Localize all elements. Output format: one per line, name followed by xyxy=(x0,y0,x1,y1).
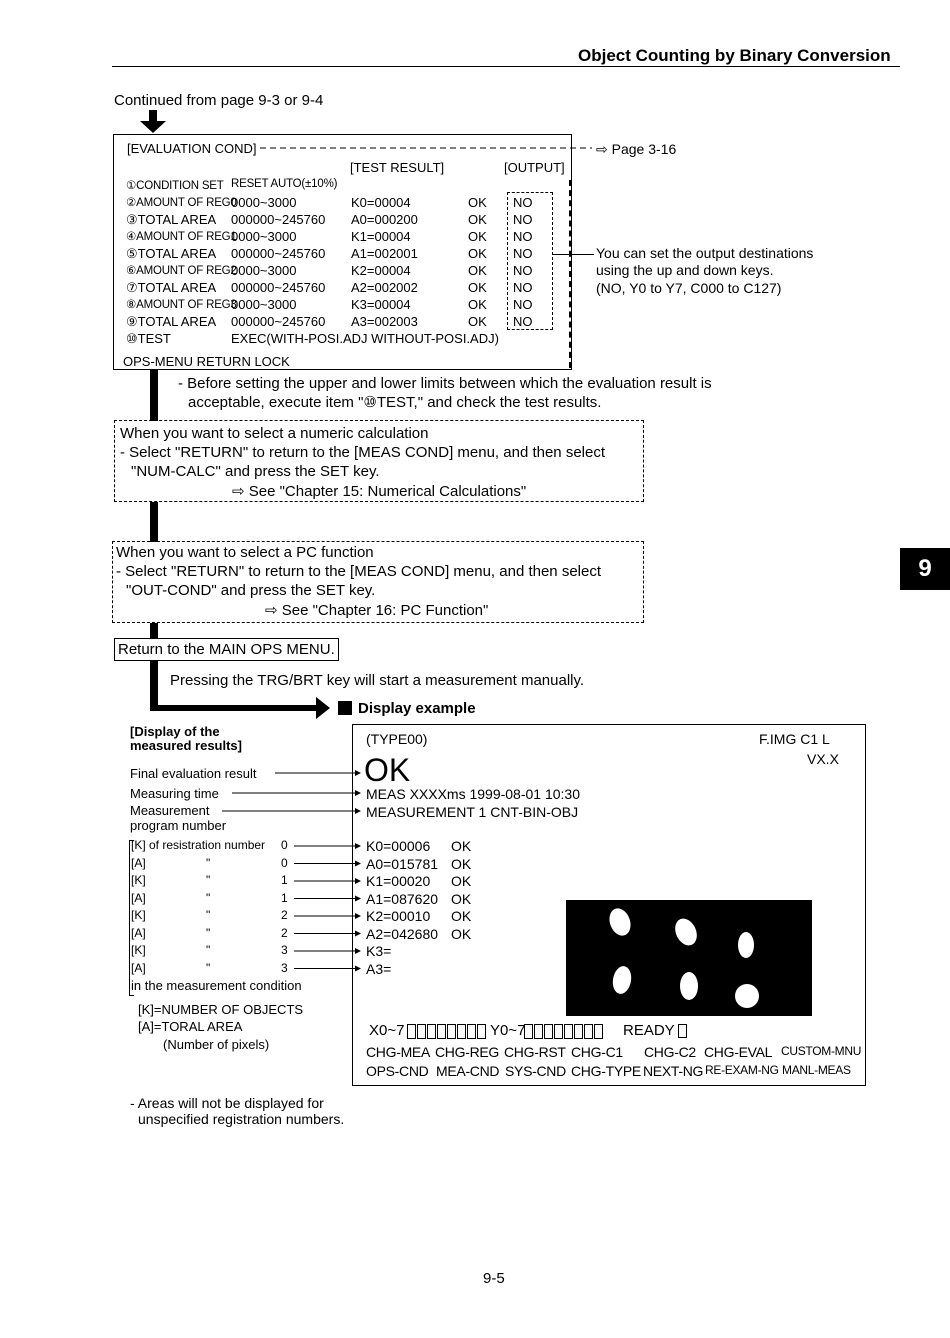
numcalc-line2: - Select "RETURN" to return to the [MEAS COND] menu, and then select xyxy=(120,444,606,461)
io-indicator xyxy=(467,1024,476,1039)
return-main-box: Return to the MAIN OPS MENU. xyxy=(114,638,339,661)
legend-reg-kind: [K] xyxy=(131,943,146,957)
numcalc-ref-text: See "Chapter 15: Numerical Calculations" xyxy=(248,483,527,500)
display-version: VX.X xyxy=(807,751,839,767)
y-label: Y0~7 xyxy=(490,1022,526,1039)
numcalc-line3: "NUM-CALC" and press the SET key. xyxy=(131,463,380,480)
eval-row-result: K0=00004 xyxy=(351,195,411,210)
eval-row-output[interactable]: NO xyxy=(513,195,533,210)
eval-row-ok: OK xyxy=(468,280,487,295)
legend-reg-kind: [K] of resistration number xyxy=(131,838,266,852)
eval-row-ok: OK xyxy=(468,229,487,244)
output-note-line2: using the up and down keys. xyxy=(596,262,774,278)
test-values: EXEC(WITH-POSI.ADJ WITHOUT-POSI.ADJ) xyxy=(231,331,499,346)
legend-reg-kind: [A] xyxy=(131,855,146,870)
legend-ditto: " xyxy=(206,925,211,940)
display-status: OK xyxy=(451,908,472,924)
display-status: OK xyxy=(451,873,472,889)
trg-note: Pressing the TRG/BRT key will start a measurement manually. xyxy=(170,672,585,689)
menu-item[interactable]: SYS-CND xyxy=(505,1063,566,1079)
legend-reg-number: 2 xyxy=(281,925,288,940)
menu-item[interactable]: CHG-RST xyxy=(504,1044,566,1060)
eval-row-result: A0=000200 xyxy=(351,212,418,227)
eval-row-label: ⑤TOTAL AREA xyxy=(126,246,217,261)
io-indicator xyxy=(417,1024,426,1039)
output-note-line3: (NO, Y0 to Y7, C000 to C127) xyxy=(596,280,782,296)
display-meas: MEAS XXXXms 1999-08-01 10:30 xyxy=(366,786,581,802)
pcfunc-line2: - Select "RETURN" to return to the [MEAS COND] menu, and then select xyxy=(116,563,602,580)
eval-row-label: ②AMOUNT OF REG0 xyxy=(126,197,237,209)
pointer-icon: ⇨ xyxy=(265,602,282,619)
legend-reg-number: 0 xyxy=(281,855,288,870)
display-program: MEASUREMENT 1 CNT-BIN-OBJ xyxy=(366,804,579,820)
test-note-line1: - Before setting the upper and lower limits between which the evaluation result is xyxy=(178,375,712,392)
display-example-heading: Display example xyxy=(358,700,476,717)
io-indicator xyxy=(534,1024,543,1039)
io-indicator xyxy=(437,1024,446,1039)
x-label: X0~7 xyxy=(369,1022,405,1039)
legend-ditto: " xyxy=(206,908,211,922)
output-note-line1: You can set the output destinations xyxy=(596,245,814,261)
y-indicators xyxy=(524,1022,603,1039)
legend-reg-kind: [A] xyxy=(131,890,146,905)
menu-item[interactable]: CHG-C1 xyxy=(571,1044,623,1060)
display-value: K2=00010 xyxy=(366,908,431,924)
io-indicator xyxy=(457,1024,466,1039)
eval-row-label: ⑧AMOUNT OF REG3 xyxy=(126,299,237,311)
legend-reg-number: 3 xyxy=(281,943,288,957)
eval-row-output[interactable]: NO xyxy=(513,314,533,329)
io-indicator xyxy=(477,1024,486,1039)
display-status: OK xyxy=(451,925,472,942)
io-indicator xyxy=(564,1024,573,1039)
test-label: ⑩TEST xyxy=(126,331,171,346)
legend-meas-prog2: program number xyxy=(130,818,227,833)
legend-reg-kind: [A] xyxy=(131,960,146,975)
pointer-icon: ⇨ xyxy=(232,483,249,500)
eval-row-range[interactable]: 000000~245760 xyxy=(231,314,326,329)
io-indicator xyxy=(524,1024,533,1039)
display-type: (TYPE00) xyxy=(366,731,428,747)
display-value: A3= xyxy=(366,960,392,977)
io-indicator xyxy=(427,1024,436,1039)
numcalc-line1: When you want to select a numeric calculation xyxy=(120,425,429,442)
legend-title2: measured results] xyxy=(130,738,242,753)
display-value: A0=015781 xyxy=(366,855,439,872)
pcfunc-line1: When you want to select a PC function xyxy=(116,544,374,561)
eval-row-result: A3=002003 xyxy=(351,314,418,329)
legend-reg-number: 1 xyxy=(281,873,288,887)
legend-reg-number: 1 xyxy=(281,890,288,905)
object-blob xyxy=(611,965,634,996)
display-value: K1=00020 xyxy=(366,873,431,889)
eval-row-ok: OK xyxy=(468,263,487,278)
pcfunc-ref-text: See "Chapter 16: PC Function" xyxy=(281,602,489,619)
legend-ditto: " xyxy=(206,873,211,887)
eval-row-label: ⑨TOTAL AREA xyxy=(126,314,217,329)
menu-item[interactable]: CHG-EVAL xyxy=(704,1044,773,1060)
legend-k-def: [K]=NUMBER OF OBJECTS xyxy=(138,1002,304,1017)
legend-title1: [Display of the xyxy=(130,724,220,739)
eval-row-output[interactable]: NO xyxy=(513,212,533,227)
eval-row-ok: OK xyxy=(468,246,487,261)
menu-item[interactable]: CHG-REG xyxy=(435,1044,500,1060)
menu-item[interactable]: OPS-CND xyxy=(366,1063,429,1079)
menu-item[interactable]: NEXT-NG xyxy=(643,1063,704,1079)
io-indicator xyxy=(447,1024,456,1039)
io-indicator xyxy=(574,1024,583,1039)
eval-row-label: ⑥AMOUNT OF REG2 xyxy=(126,265,237,277)
eval-row-range[interactable]: 0000~3000 xyxy=(231,297,297,312)
eval-title: [EVALUATION COND] xyxy=(127,141,257,156)
eval-footer-menu: OPS-MENU RETURN LOCK xyxy=(123,354,290,369)
eval-row-result: K2=00004 xyxy=(351,263,411,278)
object-blob xyxy=(671,915,701,949)
eval-row-output[interactable]: NO xyxy=(513,229,533,244)
output-header: [OUTPUT] xyxy=(504,160,565,175)
menu-item[interactable]: RE-EXAM-NG xyxy=(705,1063,779,1077)
legend-a-def: [A]=TORAL AREA xyxy=(138,1019,243,1034)
eval-row-result: K3=00004 xyxy=(351,297,411,312)
legend-ditto: " xyxy=(206,960,211,975)
io-indicator xyxy=(554,1024,563,1039)
legend-ditto: " xyxy=(206,943,211,957)
display-value: K0=00006 xyxy=(366,838,431,854)
object-blob xyxy=(738,932,754,958)
io-indicator xyxy=(594,1024,603,1039)
display-status: OK xyxy=(451,890,472,907)
eval-row-ok: OK xyxy=(468,212,487,227)
test-note-line2: acceptable, execute item "⑩TEST," and check the test results. xyxy=(188,394,602,411)
eval-row-label: ④AMOUNT OF REG1 xyxy=(126,231,237,243)
eval-row-label: ③TOTAL AREA xyxy=(126,212,217,227)
areas-note-line1: - Areas will not be displayed for xyxy=(130,1095,324,1111)
legend-ditto: " xyxy=(206,890,211,905)
eval-row-range[interactable]: 000000~245760 xyxy=(231,280,326,295)
eval-row-result: A2=002002 xyxy=(351,280,418,295)
eval-row-output[interactable]: NO xyxy=(513,280,533,295)
legend-meas-time: Measuring time xyxy=(130,786,219,801)
legend-ditto: " xyxy=(206,855,211,870)
legend-reg-kind: [K] xyxy=(131,908,146,922)
legend-reg-kind: [K] xyxy=(131,873,146,887)
display-value: A2=042680 xyxy=(366,925,439,942)
menu-item[interactable]: MANL-MEAS xyxy=(782,1063,851,1077)
display-status: OK xyxy=(451,855,472,872)
binary-image xyxy=(566,900,812,1016)
page-number: 9-5 xyxy=(483,1270,505,1287)
eval-row-range[interactable]: 000000~245760 xyxy=(231,246,326,261)
display-status: OK xyxy=(451,838,472,854)
eval-row-output[interactable]: NO xyxy=(513,297,533,312)
eval-row-result: A1=002001 xyxy=(351,246,418,261)
display-result: OK xyxy=(364,752,411,788)
menu-item[interactable]: CHG-C2 xyxy=(644,1044,696,1060)
display-value: A1=087620 xyxy=(366,890,439,907)
menu-item[interactable]: CHG-MEA xyxy=(366,1044,431,1060)
legend-meas-prog1: Measurement xyxy=(130,803,210,818)
menu-item[interactable]: CUSTOM-MNU xyxy=(781,1044,862,1058)
ready-indicator xyxy=(678,1024,687,1038)
eval-row-output[interactable]: NO xyxy=(513,263,533,278)
chapter-tab: 9 xyxy=(900,548,950,590)
ready-label: READY xyxy=(623,1022,675,1039)
object-blob xyxy=(735,984,759,1008)
areas-note-line2: unspecified registration numbers. xyxy=(138,1111,345,1127)
menu-item[interactable]: MEA-CND xyxy=(436,1063,500,1079)
legend-reg-number: 0 xyxy=(281,838,288,852)
eval-row-label: ⑦TOTAL AREA xyxy=(126,280,217,295)
legend-reg-number: 2 xyxy=(281,908,288,922)
x-indicators xyxy=(407,1022,486,1039)
test-result-header: [TEST RESULT] xyxy=(350,160,445,175)
eval-row-range[interactable]: 0000~3000 xyxy=(231,263,297,278)
legend-pixels: (Number of pixels) xyxy=(163,1037,270,1052)
menu-item[interactable]: CHG-TYPE xyxy=(571,1063,641,1079)
eval-row-ok: OK xyxy=(468,314,487,329)
legend-in-cond: in the measurement condition xyxy=(131,978,302,993)
eval-row-ok: OK xyxy=(468,195,487,210)
io-indicator xyxy=(407,1024,416,1039)
legend-reg-number: 3 xyxy=(281,960,288,975)
page-header-title: Object Counting by Binary Conversion xyxy=(578,46,891,65)
io-indicator xyxy=(584,1024,593,1039)
eval-row-output[interactable]: NO xyxy=(513,246,533,261)
eval-row-range[interactable]: 0000~3000 xyxy=(231,229,297,244)
legend-reg-kind: [A] xyxy=(131,925,146,940)
legend-final: Final evaluation result xyxy=(130,766,257,781)
eval-row-range[interactable]: 000000~245760 xyxy=(231,212,326,227)
io-indicator xyxy=(544,1024,553,1039)
eval-row-result: K1=00004 xyxy=(351,229,411,244)
pcfunc-line3: "OUT-COND" and press the SET key. xyxy=(126,582,376,599)
pointer-icon: ⇨ xyxy=(596,141,612,157)
display-value: K3= xyxy=(366,943,392,959)
display-fimg: F.IMG C1 L xyxy=(759,731,830,747)
continued-note: Continued from page 9-3 or 9-4 xyxy=(114,92,324,109)
eval-row-ok: OK xyxy=(468,297,487,312)
page-ref-text: Page 3-16 xyxy=(611,141,677,157)
condition-set-values: RESET AUTO(±10%) xyxy=(231,178,338,190)
eval-row-range[interactable]: 0000~3000 xyxy=(231,195,297,210)
condition-set-label: ①CONDITION SET xyxy=(126,180,224,192)
object-blob xyxy=(606,905,634,938)
object-blob xyxy=(680,972,698,1000)
